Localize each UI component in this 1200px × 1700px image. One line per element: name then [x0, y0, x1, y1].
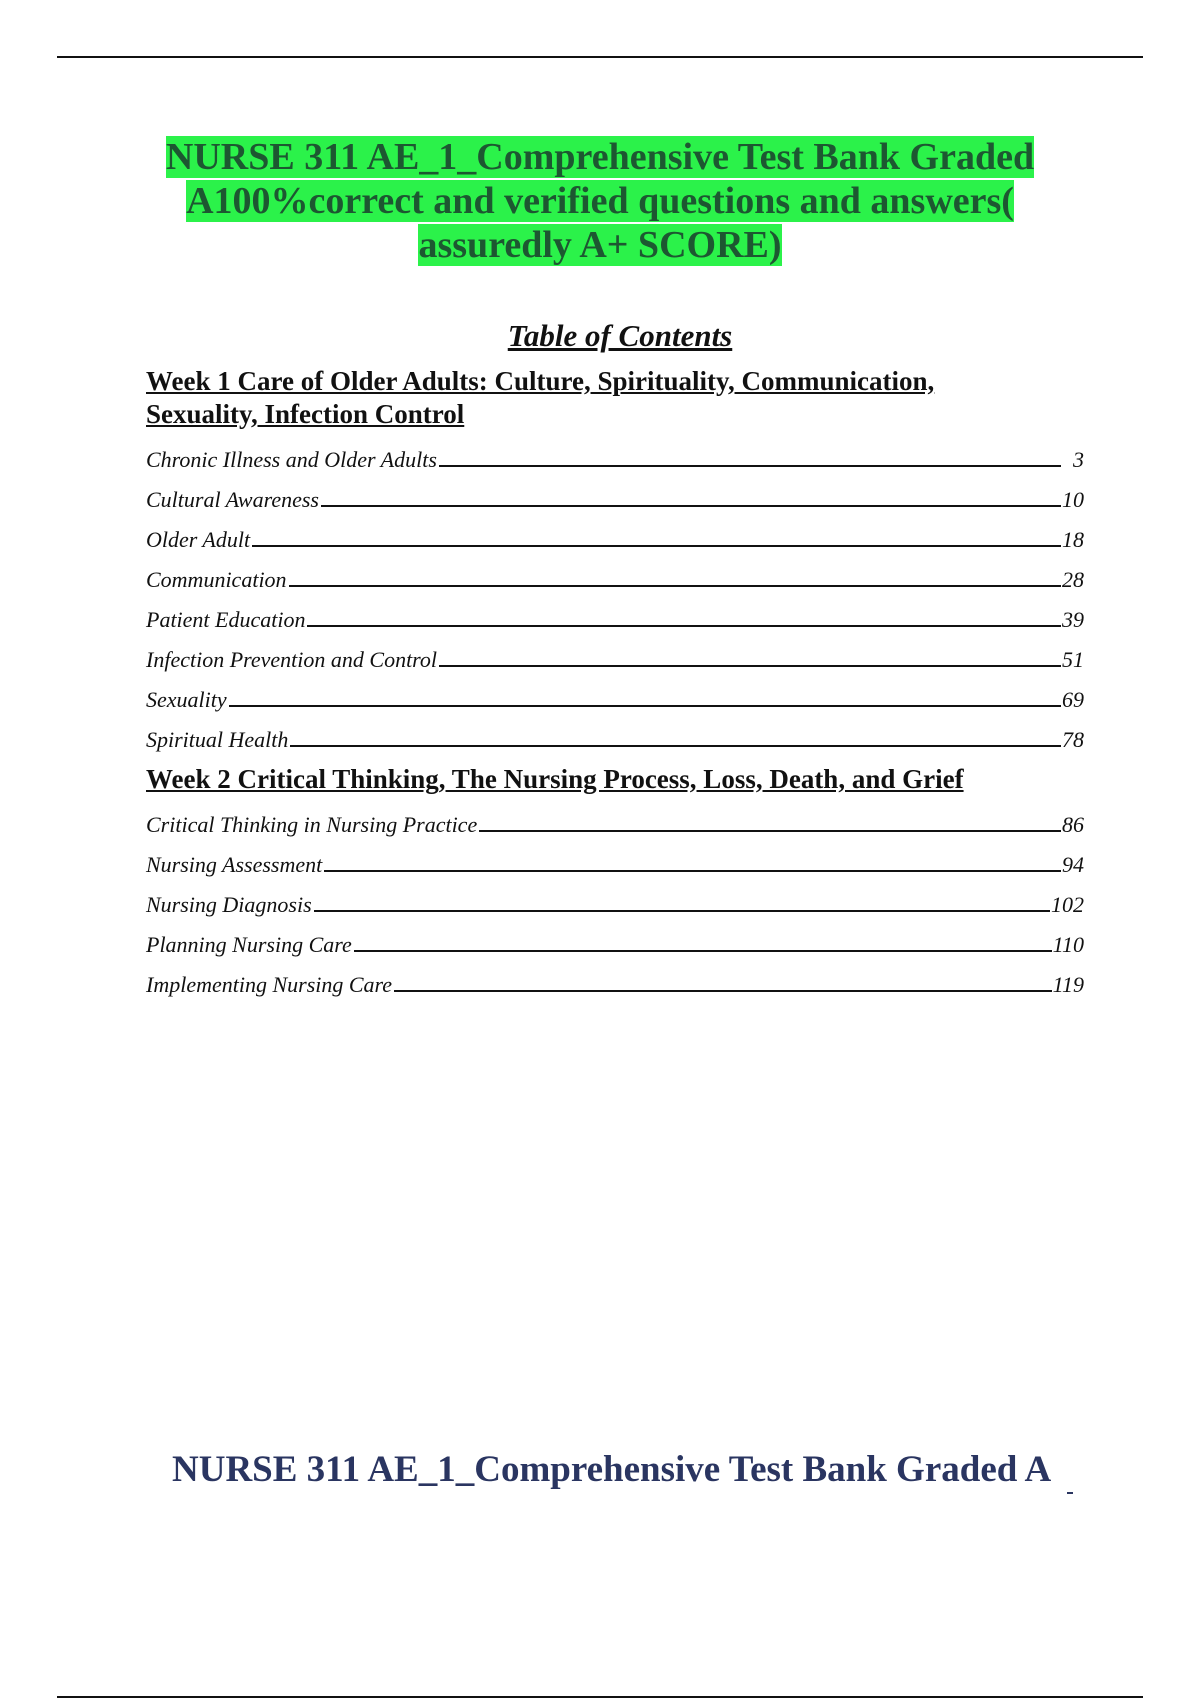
toc-entry-page: 10	[1062, 487, 1084, 512]
toc-entry-label: Nursing Assessment	[146, 852, 323, 877]
footer-mark	[1067, 1492, 1073, 1494]
toc-entry-page: 94	[1062, 852, 1084, 877]
toc-entry-page: 119	[1052, 972, 1084, 997]
toc-entry-label: Spiritual Health	[146, 727, 289, 752]
toc-leader-line	[324, 870, 1061, 872]
toc-leader-line	[439, 465, 1061, 467]
toc-heading: Table of Contents	[507, 318, 733, 353]
toc-entry-page: 3	[1073, 447, 1084, 472]
toc-entry[interactable]	[146, 433, 1084, 473]
toc-entry-page: 78	[1062, 727, 1084, 752]
toc-leader-line	[252, 545, 1061, 547]
document-title	[150, 135, 1050, 267]
toc-entry-page: 102	[1051, 892, 1084, 917]
toc-entry-label: Older Adult	[146, 527, 251, 552]
toc-entry[interactable]	[146, 878, 1084, 918]
toc-entry-label: Sexuality	[146, 687, 227, 712]
toc-list-week-1	[146, 433, 1084, 753]
toc-leader-line	[439, 665, 1061, 667]
toc-entry[interactable]	[146, 798, 1084, 838]
toc-entry-label: Nursing Diagnosis	[146, 892, 312, 917]
toc-entry[interactable]	[146, 473, 1084, 513]
toc-entry[interactable]	[146, 593, 1084, 633]
toc-entry-page: 28	[1062, 567, 1084, 592]
document-title-text: NURSE 311 AE_1_Comprehensive Test Bank Graded A100%correct and verified questions and answers( assuredly A+ SCORE)	[165, 136, 1035, 266]
toc-entry[interactable]	[146, 513, 1084, 553]
toc-list-week-2	[146, 798, 1084, 998]
toc-entry[interactable]	[146, 958, 1084, 998]
toc-entry-page: 110	[1052, 932, 1084, 957]
footer-title: NURSE 311 AE_1_Comprehensive Test Bank Graded A	[172, 1449, 1052, 1490]
toc-entry-page: 86	[1062, 812, 1084, 837]
toc-entry-label: Communication	[146, 567, 287, 592]
toc-entry-label: Implementing Nursing Care	[146, 972, 393, 997]
toc-entry[interactable]	[146, 918, 1084, 958]
bottom-rule	[57, 1696, 1143, 1698]
toc-leader-line	[307, 625, 1061, 627]
section-heading-week-1: Week 1 Care of Older Adults: Culture, Spirituality, Communication, Sexuality, Infection Control	[146, 366, 935, 429]
toc-entry-page: 51	[1062, 647, 1084, 672]
toc-entry[interactable]	[146, 633, 1084, 673]
toc-entry[interactable]	[146, 713, 1084, 753]
toc-entry-label: Critical Thinking in Nursing Practice	[146, 812, 478, 837]
toc-leader-line	[290, 745, 1061, 747]
toc-leader-line	[289, 585, 1061, 587]
toc-leader-line	[229, 705, 1061, 707]
toc-entry[interactable]	[146, 838, 1084, 878]
toc-entry-page: 69	[1062, 687, 1084, 712]
toc-entry-page: 39	[1062, 607, 1084, 632]
toc-entry-label: Planning Nursing Care	[146, 932, 352, 957]
toc-entry[interactable]	[146, 673, 1084, 713]
toc-entry-page: 18	[1062, 527, 1084, 552]
toc-leader-line	[394, 990, 1052, 992]
top-rule	[57, 56, 1143, 58]
toc-leader-line	[354, 950, 1052, 952]
section-heading-week-2: Week 2 Critical Thinking, The Nursing Process, Loss, Death, and Grief	[146, 764, 964, 794]
toc-entry-label: Chronic Illness and Older Adults	[146, 447, 437, 472]
toc-entry[interactable]	[146, 553, 1084, 593]
toc-leader-line	[479, 830, 1061, 832]
toc-entry-label: Patient Education	[146, 607, 306, 632]
toc-entry-label: Cultural Awareness	[146, 487, 319, 512]
toc-leader-line	[321, 505, 1061, 507]
toc-leader-line	[314, 910, 1050, 912]
toc-entry-label: Infection Prevention and Control	[146, 647, 438, 672]
